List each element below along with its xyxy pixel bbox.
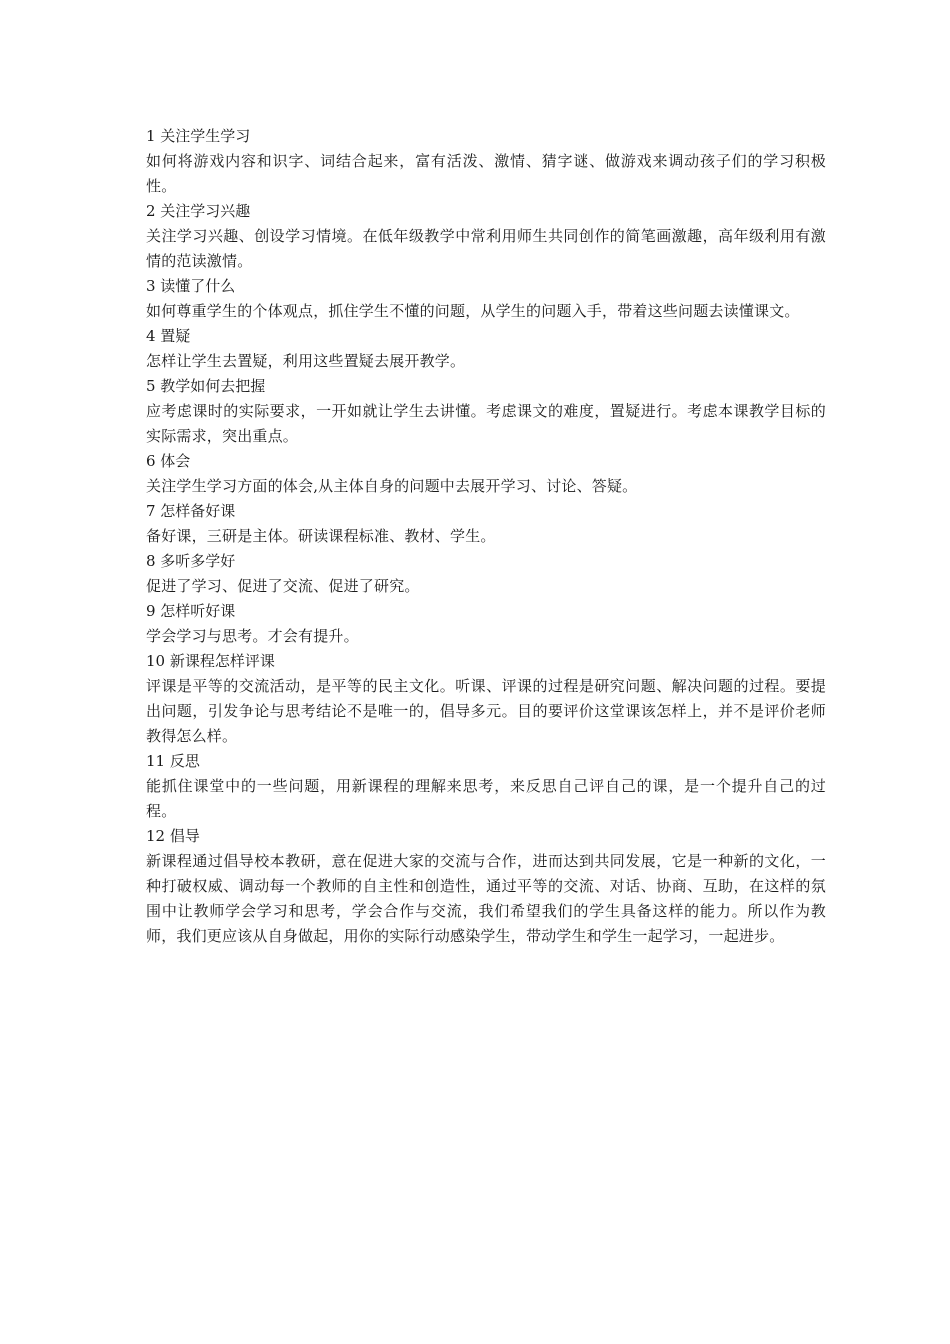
section-body: 学会学习与思考。才会有提升。 bbox=[146, 627, 359, 645]
section-heading: 9 怎样听好课 bbox=[146, 602, 236, 620]
section-heading: 7 怎样备好课 bbox=[146, 502, 236, 520]
section-heading: 10 新课程怎样评课 bbox=[146, 652, 275, 670]
section-heading: 12 倡导 bbox=[146, 827, 200, 845]
section-body: 能抓住课堂中的一些问题，用新课程的理解来思考，来反思自己评自己的课，是一个提升自己的过程。 bbox=[146, 777, 826, 820]
section-12 bbox=[146, 824, 826, 949]
section-heading: 1 关注学生学习 bbox=[146, 127, 251, 145]
section-body: 关注学习兴趣、创设学习情境。在低年级教学中常利用师生共同创作的简笔画激趣，高年级利用有激情的范读激情。 bbox=[146, 227, 826, 270]
section-body: 新课程通过倡导校本教研，意在促进大家的交流与合作，进而达到共同发展，它是一种新的文化，一种打破权威、调动每一个教师的自主性和创造性，通过平等的交流、对话、协商、互助，在这样的氛围中让教师学会学习和思考，学会合作与交流，我们希望我们的学生具备这样的能力。所以作为教师，我们更应该从自身做起，用你的实际行动感染学生，带动学生和学生一起学习，一起进步。 bbox=[146, 852, 826, 945]
section-body: 促进了学习、促进了交流、促进了研究。 bbox=[146, 577, 420, 595]
section-10 bbox=[146, 649, 826, 749]
section-heading: 4 置疑 bbox=[146, 327, 191, 345]
section-heading: 11 反思 bbox=[146, 752, 200, 770]
document-page bbox=[146, 124, 826, 949]
section-9 bbox=[146, 599, 826, 649]
section-body: 如何将游戏内容和识字、词结合起来，富有活泼、激情、猜字谜、做游戏来调动孩子们的学习积极性。 bbox=[146, 152, 826, 195]
section-body: 应考虑课时的实际要求，一开如就让学生去讲懂。考虑课文的难度，置疑进行。考虑本课教学目标的实际需求，突出重点。 bbox=[146, 402, 826, 445]
section-body: 如何尊重学生的个体观点，抓住学生不懂的问题，从学生的问题入手，带着这些问题去读懂课文。 bbox=[146, 302, 800, 320]
section-5 bbox=[146, 374, 826, 449]
section-11 bbox=[146, 749, 826, 824]
section-heading: 6 体会 bbox=[146, 452, 191, 470]
section-8 bbox=[146, 549, 826, 599]
section-body: 备好课，三研是主体。研读课程标准、教材、学生。 bbox=[146, 527, 496, 545]
section-6 bbox=[146, 449, 826, 499]
section-body: 怎样让学生去置疑，利用这些置疑去展开教学。 bbox=[146, 352, 466, 370]
section-heading: 3 读懂了什么 bbox=[146, 277, 236, 295]
section-heading: 5 教学如何去把握 bbox=[146, 377, 266, 395]
section-heading: 8 多听多学好 bbox=[146, 552, 236, 570]
section-heading: 2 关注学习兴趣 bbox=[146, 202, 251, 220]
section-7 bbox=[146, 499, 826, 549]
section-3 bbox=[146, 274, 826, 324]
section-4 bbox=[146, 324, 826, 374]
section-2 bbox=[146, 199, 826, 274]
section-1 bbox=[146, 124, 826, 199]
section-body: 评课是平等的交流活动，是平等的民主文化。听课、评课的过程是研究问题、解决问题的过程。要提出问题，引发争论与思考结论不是唯一的，倡导多元。目的要评价这堂课该怎样上，并不是评价老师教得怎么样。 bbox=[146, 677, 826, 745]
section-body: 关注学生学习方面的体会,从主体自身的问题中去展开学习、讨论、答疑。 bbox=[146, 477, 638, 495]
